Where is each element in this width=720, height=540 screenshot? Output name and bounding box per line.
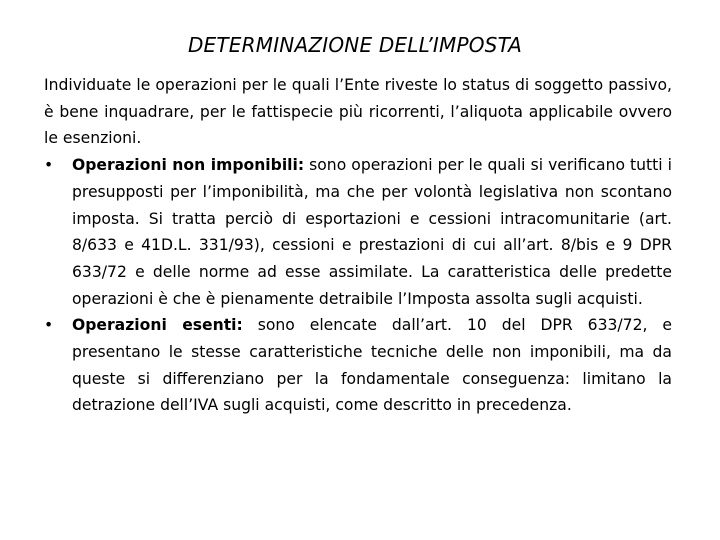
- bullet-marker: •: [44, 156, 54, 175]
- bullet-term: Operazioni non imponibili:: [72, 156, 305, 175]
- bullet-item-esenti: [44, 312, 672, 419]
- bullet-term: Operazioni esenti:: [72, 316, 243, 335]
- bullet-text: sono elencate dall’art. 10 del DPR 633/72, e presentano le stesse caratteristiche tecniche delle non imponibili, ma da queste si differenziano per la fondamentale conseguenza: limitano la detrazione dell’IVA sugli acquisti, come descritto in precedenza.: [72, 316, 672, 415]
- slide-content: [44, 72, 672, 419]
- bullet-item-non-imponibili: [44, 152, 672, 312]
- slide-title: DETERMINAZIONE DELL’IMPOSTA: [187, 33, 523, 57]
- bullet-marker: •: [44, 316, 54, 335]
- bullet-list: [44, 152, 672, 419]
- bullet-text: sono operazioni per le quali si verificano tutti i presupposti per l’imponibilità, ma che per volontà legislativa non scontano imposta. Si tratta perciò di esportazioni e cessioni intracomunitarie (art. 8/633 e 41D.L. 331/93), cessioni e prestazioni di cui all’art. 8/bis e 9 DPR 633/72 e delle norme ad esse assimilate. La caratteristica delle predette operazioni è che è pienamente detraibile l’Imposta assolta sugli acquisti.: [72, 156, 672, 308]
- intro-paragraph: Individuate le operazioni per le quali l’Ente riveste lo status di soggetto passivo, è bene inquadrare, per le fattispecie più ricorrenti, l’aliquota applicabile ovvero le esenzioni.: [44, 76, 672, 148]
